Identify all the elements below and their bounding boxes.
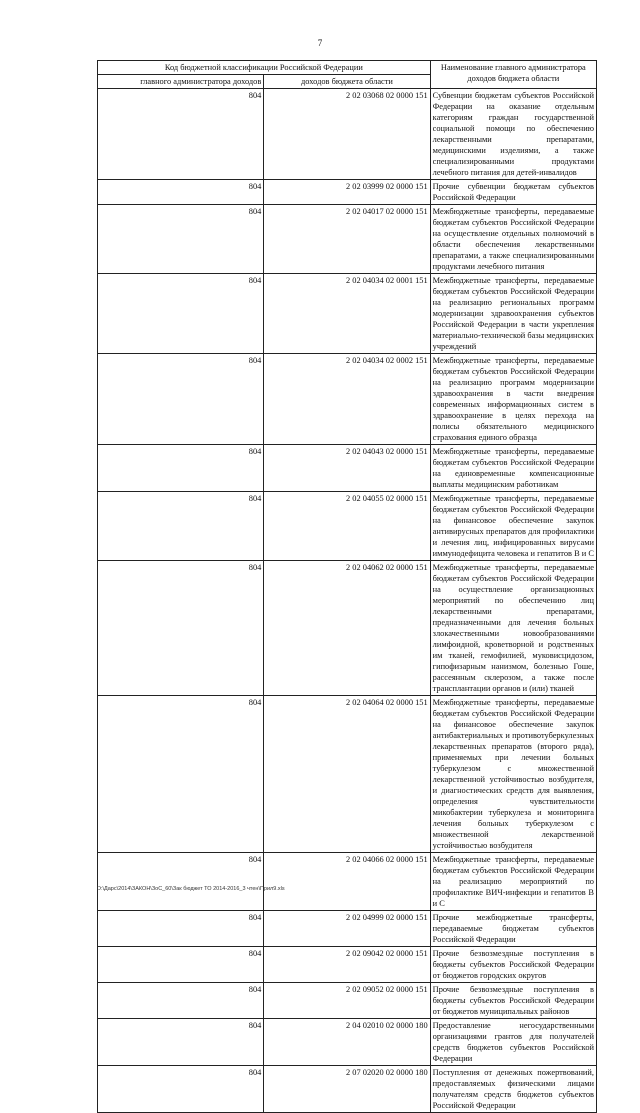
table-row	[98, 492, 597, 561]
revenue-code-cell: 2 02 04043 02 0000 151	[264, 445, 430, 492]
revenue-code-cell: 2 02 04999 02 0000 151	[264, 911, 430, 947]
admin-code-cell: 804	[98, 205, 264, 274]
budget-code-group-header: Код бюджетной классификации Российской Федерации	[98, 61, 431, 75]
revenue-code-cell: 2 02 03068 02 0000 151	[264, 89, 430, 180]
table-row	[98, 274, 597, 354]
revenue-name-cell: Субвенции бюджетам субъектов Российской Федерации на оказание отдельным категориям граждан государственной социальной помощи по обеспечению лекарственными препаратами, медицинскими изделиями, а также специализированными продуктами лечебного питания для детей-инвалидов	[430, 89, 596, 180]
revenue-code-cell: 2 02 04055 02 0000 151	[264, 492, 430, 561]
revenue-code-cell: 2 02 04034 02 0002 151	[264, 354, 430, 445]
revenue-name-cell: Межбюджетные трансферты, передаваемые бюджетам субъектов Российской Федерации на единовременные компенсационные выплаты медицинским работникам	[430, 445, 596, 492]
revenue-name-cell: Прочие безвозмездные поступления в бюджеты субъектов Российской Федерации от бюджетов муниципальных районов	[430, 983, 596, 1019]
table-row	[98, 180, 597, 205]
table-row	[98, 561, 597, 696]
table-row	[98, 354, 597, 445]
revenue-code-cell: 2 02 04017 02 0000 151	[264, 205, 430, 274]
revenue-name-cell: Прочие межбюджетные трансферты, передаваемые бюджетам субъектов Российской Федерации	[430, 911, 596, 947]
admin-code-cell: 804	[98, 911, 264, 947]
table-row	[98, 983, 597, 1019]
revenue-name-cell: Межбюджетные трансферты, передаваемые бюджетам субъектов Российской Федерации на финансовое обеспечение закупок антивирусных препаратов для профилактики и лечения лиц, инфицированных вирусами иммунодефицита человека и гепатитов В и С	[430, 492, 596, 561]
admin-code-cell: 804	[98, 853, 264, 911]
revenue-code-cell: 2 07 02020 02 0000 180	[264, 1066, 430, 1113]
table-row	[98, 1066, 597, 1113]
admin-code-cell: 804	[98, 1019, 264, 1066]
admin-code-cell: 804	[98, 947, 264, 983]
revenue-name-cell: Межбюджетные трансферты, передаваемые бюджетам субъектов Российской Федерации на реализацию программ модернизации здравоохранения в части внедрения современных информационных систем в здравоохранение в целях перехода на полисы обязательного медицинского страхования единого образца	[430, 354, 596, 445]
revenue-name-cell: Межбюджетные трансферты, передаваемые бюджетам субъектов Российской Федерации на осуществление организационных мероприятий по обеспечению лиц лекарственными препаратами, предназначенными для лечения больных злокачественными новообразованиями лимфоидной, кроветворной и родственных им тканей, гемофилией, муковисцидозом, гипофизарным нанизмом, болезнью Гоше, рассеянным склерозом, а также после трансплантации органов и (или) тканей	[430, 561, 596, 696]
table-row	[98, 853, 597, 911]
revenue-name-cell: Межбюджетные трансферты, передаваемые бюджетам субъектов Российской Федерации на реализацию региональных программ модернизации здравоохранения субъектов Российской Федерации в части укрепления материально-технической базы медицинских учреждений	[430, 274, 596, 354]
revenue-code-cell: 2 02 04064 02 0000 151	[264, 696, 430, 853]
revenue-code-cell: 2 02 03999 02 0000 151	[264, 180, 430, 205]
revenue-code-cell: 2 02 04062 02 0000 151	[264, 561, 430, 696]
table-row	[98, 445, 597, 492]
table-row	[98, 947, 597, 983]
admin-code-cell: 804	[98, 89, 264, 180]
admin-code-cell: 804	[98, 354, 264, 445]
revenue-name-cell: Поступления от денежных пожертвований, предоставляемых физическими лицами получателям средств бюджетов субъектов Российской Федерации	[430, 1066, 596, 1113]
admin-code-cell: 804	[98, 492, 264, 561]
admin-name-header: Наименование главного администратора доходов бюджета области	[430, 61, 596, 89]
table-row	[98, 89, 597, 180]
revenue-code-header: доходов бюджета области	[264, 75, 430, 89]
revenue-code-cell: 2 02 09052 02 0000 151	[264, 983, 430, 1019]
admin-code-header: главного администратора доходов	[98, 75, 264, 89]
admin-code-cell: 804	[98, 274, 264, 354]
revenue-name-cell: Прочие субвенции бюджетам субъектов Российской Федерации	[430, 180, 596, 205]
revenue-name-cell: Межбюджетные трансферты, передаваемые бюджетам субъектов Российской Федерации на осуществление отдельных полномочий в области обеспечения лекарственными препаратами, а также специализированными продуктами лечебного питания	[430, 205, 596, 274]
admin-code-cell: 804	[98, 180, 264, 205]
revenue-code-cell: 2 02 09042 02 0000 151	[264, 947, 430, 983]
revenue-admin-table	[97, 60, 597, 1113]
table-row	[98, 911, 597, 947]
footer-file-path: D:\Дарс\2014\ЗАКОН\ЗоС_60\Зак бюджет ТО 2014-2016_3 чтен\Прил9.xls	[97, 886, 285, 892]
admin-code-cell: 804	[98, 696, 264, 853]
revenue-name-cell: Межбюджетные трансферты, передаваемые бюджетам субъектов Российской Федерации на реализацию мероприятий по профилактике ВИЧ-инфекции и гепатитов В и С	[430, 853, 596, 911]
revenue-name-cell: Прочие безвозмездные поступления в бюджеты субъектов Российской Федерации от бюджетов городских округов	[430, 947, 596, 983]
table-row	[98, 1019, 597, 1066]
revenue-code-cell: 2 02 04066 02 0000 151	[264, 853, 430, 911]
table-row	[98, 205, 597, 274]
admin-code-cell: 804	[98, 983, 264, 1019]
admin-code-cell: 804	[98, 561, 264, 696]
revenue-name-cell: Межбюджетные трансферты, передаваемые бюджетам субъектов Российской Федерации на финансовое обеспечение закупок антибактериальных и противотуберкулезных лекарственных препаратов (второго ряда), применяемых при лечении больных туберкулезом с множественной лекарственной устойчивостью возбудителя, и диагностических средств для выявления, определения чувствительности микобактерии туберкулеза и мониторинга лечения больных туберкулезом с множественной лекарственной устойчивостью возбудителя	[430, 696, 596, 853]
table-row	[98, 696, 597, 853]
revenue-code-cell: 2 02 04034 02 0001 151	[264, 274, 430, 354]
admin-code-cell: 804	[98, 1066, 264, 1113]
page-number: 7	[317, 38, 323, 48]
admin-code-cell: 804	[98, 445, 264, 492]
revenue-code-cell: 2 04 02010 02 0000 180	[264, 1019, 430, 1066]
revenue-name-cell: Предоставление негосударственными организациями грантов для получателей средств бюджетов субъектов Российской Федерации	[430, 1019, 596, 1066]
